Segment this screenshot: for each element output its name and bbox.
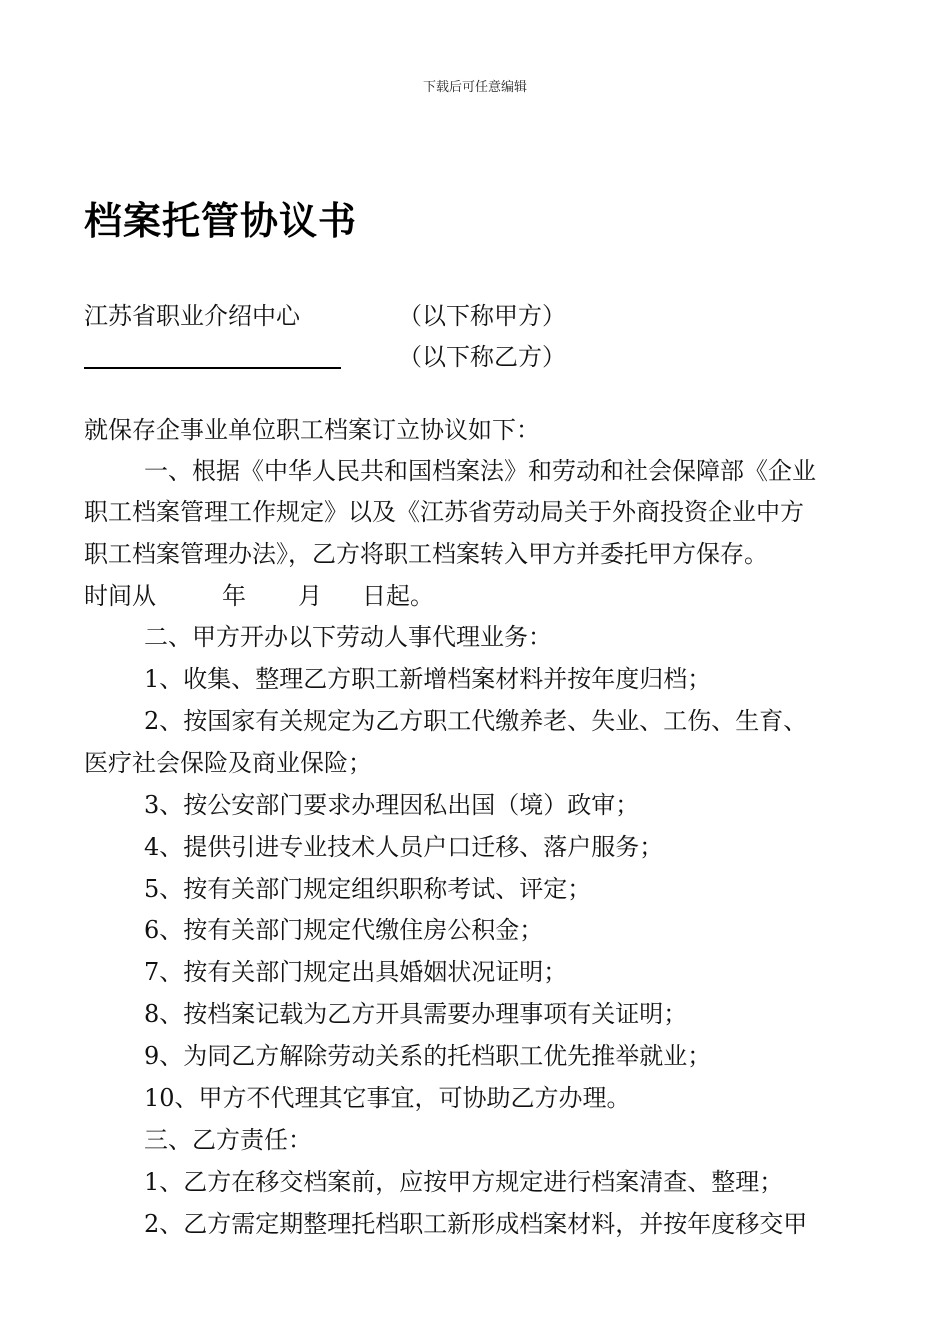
document-title: 档案托管协议书 — [84, 199, 358, 243]
party-a-name: 江苏省职业介绍中心 — [84, 302, 300, 330]
section2-item4: 4、提供引进专业技术人员户口迁移、落户服务； — [144, 833, 664, 861]
page-header-note: 下载后可任意编辑 — [422, 80, 527, 95]
section1-line1: 一、根据《中华人民共和国档案法》和劳动和社会保障部《企业 — [144, 457, 816, 485]
date-month: 月 — [298, 582, 322, 610]
section2-item2-line2: 医疗社会保险及商业保险； — [84, 749, 372, 777]
section3-item1: 1、乙方在移交档案前，应按甲方规定进行档案清查、整理； — [144, 1168, 784, 1196]
section3-heading: 三、乙方责任： — [144, 1126, 312, 1154]
date-year: 年 — [222, 582, 246, 610]
section2-item6: 6、按有关部门规定代缴住房公积金； — [144, 916, 544, 944]
party-b-name-blank — [84, 367, 341, 369]
section1-line2: 职工档案管理工作规定》以及《江苏省劳动局关于外商投资企业中方 — [84, 498, 804, 526]
intro-paragraph: 就保存企事业单位职工档案订立协议如下： — [84, 416, 540, 444]
section2-item3: 3、按公安部门要求办理因私出国（境）政审； — [144, 791, 640, 819]
section2-item5: 5、按有关部门规定组织职称考试、评定； — [144, 875, 592, 903]
section2-item9: 9、为同乙方解除劳动关系的托档职工优先推举就业； — [144, 1042, 712, 1070]
section2-item1: 1、收集、整理乙方职工新增档案材料并按年度归档； — [144, 665, 712, 693]
section2-item2-line1: 2、按国家有关规定为乙方职工代缴养老、失业、工伤、生育、 — [144, 707, 808, 735]
party-b-alias: （以下称乙方） — [398, 343, 566, 371]
section2-heading: 二、甲方开办以下劳动人事代理业务： — [144, 623, 552, 651]
section3-item2: 2、乙方需定期整理托档职工新形成档案材料，并按年度移交甲 — [144, 1210, 808, 1238]
date-day: 日起。 — [362, 582, 434, 610]
section2-item8: 8、按档案记载为乙方开具需要办理事项有关证明； — [144, 1000, 688, 1028]
party-a-alias: （以下称甲方） — [398, 302, 566, 330]
date-prefix: 时间从 — [84, 582, 156, 610]
section2-item7: 7、按有关部门规定出具婚姻状况证明； — [144, 958, 568, 986]
section2-item10: 10、甲方不代理其它事宜，可协助乙方办理。 — [144, 1084, 631, 1112]
section1-line3: 职工档案管理办法》，乙方将职工档案转入甲方并委托甲方保存。 — [84, 540, 768, 568]
